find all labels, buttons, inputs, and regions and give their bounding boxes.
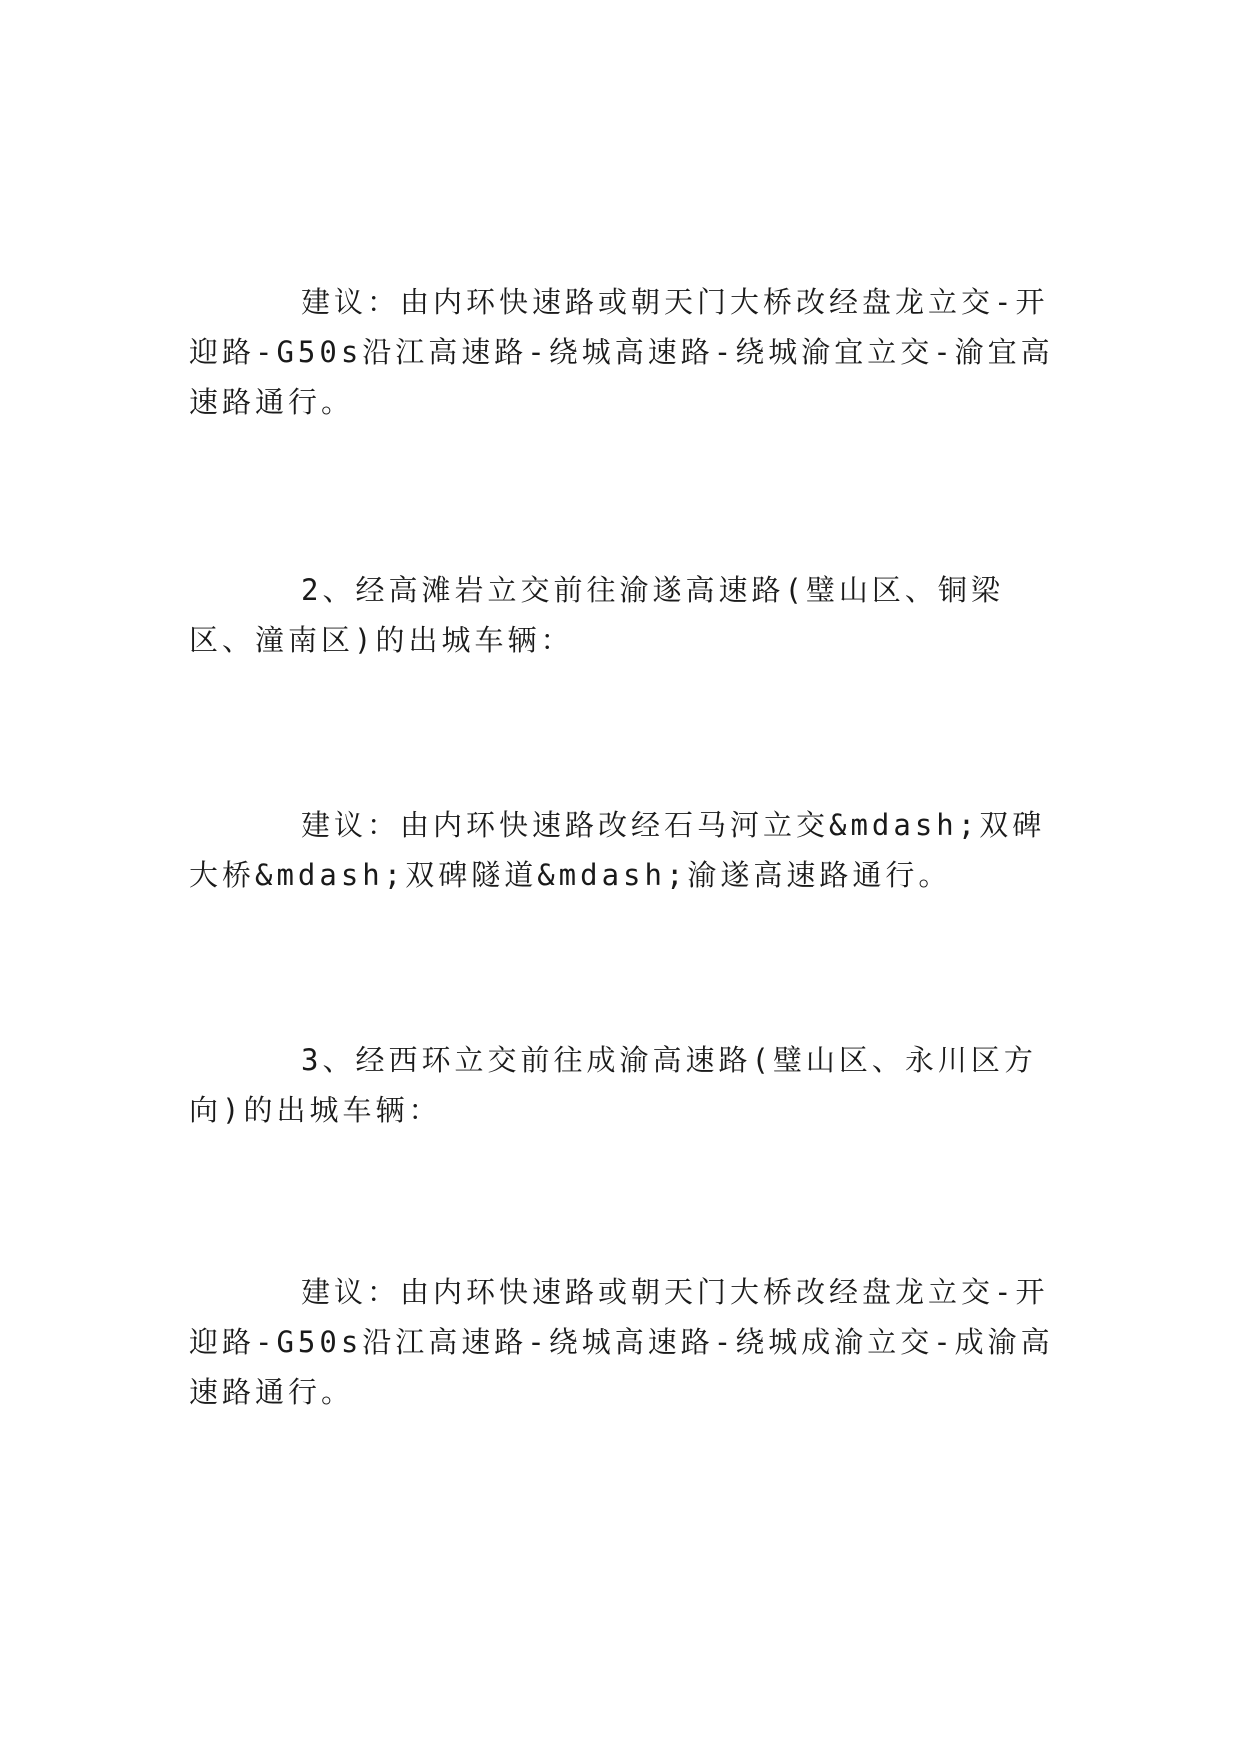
- paragraph-item-2: 2、经高滩岩立交前往渝遂高速路(璧山区、铜梁区、潼南区)的出城车辆：: [189, 573, 1004, 657]
- paragraph-item-3: 3、经西环立交前往成渝高速路(璧山区、永川区方向)的出城车辆：: [189, 1043, 1037, 1127]
- paragraph-advice-3: 建议：由内环快速路或朝天门大桥改经盘龙立交-开迎路-G50s沿江高速路-绕城高速路-绕城成渝立交-成渝高速路通行。: [189, 1275, 1054, 1409]
- paragraph-advice-2: 建议：由内环快速路改经石马河立交&mdash;双碑大桥&mdash;双碑隧道&mdash;渝遂高速路通行。: [189, 808, 1046, 892]
- paragraph-advice-1: 建议：由内环快速路或朝天门大桥改经盘龙立交-开迎路-G50s沿江高速路-绕城高速路-绕城渝宜立交-渝宜高速路通行。: [189, 285, 1054, 419]
